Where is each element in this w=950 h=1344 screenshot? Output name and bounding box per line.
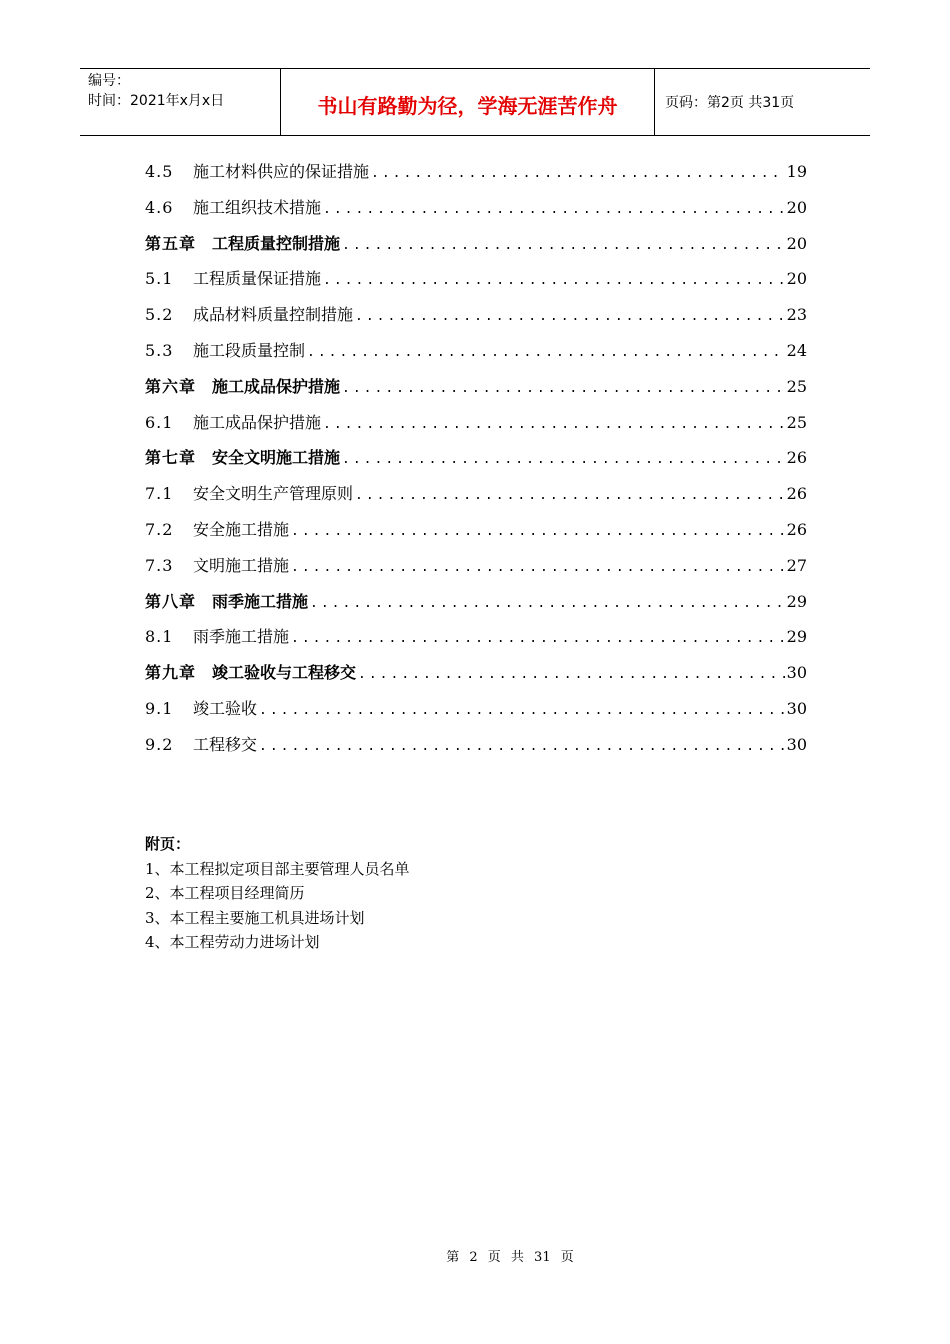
toc-section-entry[interactable] bbox=[145, 727, 807, 763]
toc-entry-page: 29 bbox=[786, 627, 807, 647]
toc-dot-leader bbox=[323, 263, 785, 297]
toc-entry-number: 第七章 bbox=[145, 448, 197, 468]
header-motto: 书山有路勤为径，学海无涯苦作舟 bbox=[281, 69, 655, 135]
toc-entry-page: 30 bbox=[786, 734, 807, 754]
toc-entry-title: 工程质量保证措施 bbox=[193, 269, 322, 289]
toc-chapter-entry[interactable] bbox=[145, 369, 807, 405]
toc-entry-title: 安全文明生产管理原则 bbox=[193, 484, 354, 504]
toc-dot-leader bbox=[291, 514, 785, 548]
toc-chapter-entry[interactable] bbox=[145, 226, 807, 262]
toc-section-entry[interactable] bbox=[145, 691, 807, 727]
toc-section-entry[interactable] bbox=[145, 333, 807, 369]
toc-entry-page: 29 bbox=[786, 591, 807, 611]
toc-entry-number: 9.1 bbox=[145, 698, 174, 718]
page-footer: 第 2 页 共 31 页 bbox=[446, 1250, 574, 1265]
toc-entry-number: 6.1 bbox=[145, 412, 174, 432]
toc-dot-leader bbox=[291, 621, 785, 655]
appendix-item: 3、本工程主要施工机具进场计划 bbox=[145, 908, 365, 927]
toc-chapter-entry[interactable] bbox=[145, 584, 807, 620]
toc-section-entry[interactable] bbox=[145, 619, 807, 655]
header-page-info: 页码：第2页 共31页 bbox=[665, 95, 795, 111]
toc-section-entry[interactable] bbox=[145, 512, 807, 548]
toc-section-entry[interactable] bbox=[145, 548, 807, 584]
toc-entry-number: 第六章 bbox=[145, 376, 197, 396]
toc-entry-page: 19 bbox=[786, 162, 807, 181]
toc-section-entry[interactable] bbox=[145, 261, 807, 297]
toc-section-entry[interactable] bbox=[145, 190, 807, 226]
toc-section-entry[interactable] bbox=[145, 297, 807, 333]
toc-chapter-entry[interactable] bbox=[145, 655, 807, 691]
toc-entry-number: 8.1 bbox=[145, 627, 174, 647]
toc-entry-number: 5.1 bbox=[145, 269, 174, 289]
appendix-item: 2、本工程项目经理简历 bbox=[145, 884, 305, 902]
toc-entry-page: 30 bbox=[786, 663, 807, 683]
toc-entry-title: 雨季施工措施 bbox=[193, 627, 290, 647]
toc-entry-page: 24 bbox=[786, 340, 807, 360]
toc-dot-leader bbox=[342, 228, 785, 262]
toc-entry-title: 竣工验收与工程移交 bbox=[212, 663, 357, 683]
toc-entry-number: 7.2 bbox=[145, 519, 174, 539]
appendix-item: 1、本工程拟定项目部主要管理人员名单 bbox=[145, 859, 410, 878]
toc-entry-title: 成品材料质量控制措施 bbox=[193, 305, 354, 325]
toc-entry-number: 第五章 bbox=[145, 233, 197, 253]
toc-entry-number: 4.6 bbox=[145, 197, 174, 217]
toc-dot-leader bbox=[259, 693, 785, 727]
table-of-contents bbox=[145, 154, 807, 763]
toc-chapter-entry[interactable] bbox=[145, 440, 807, 476]
toc-dot-leader bbox=[307, 335, 785, 369]
toc-section-entry[interactable] bbox=[145, 405, 807, 441]
header-time-label: 时间：2021年x月x日 bbox=[88, 93, 225, 109]
header-number-label: 编号： bbox=[88, 73, 130, 89]
toc-entry-page: 20 bbox=[786, 197, 807, 217]
toc-dot-leader bbox=[371, 156, 785, 190]
toc-dot-leader bbox=[342, 371, 785, 405]
toc-dot-leader bbox=[358, 657, 785, 691]
toc-dot-leader bbox=[355, 299, 785, 333]
toc-entry-page: 26 bbox=[786, 484, 807, 504]
toc-dot-leader bbox=[310, 586, 785, 620]
toc-entry-title: 施工成品保护措施 bbox=[193, 412, 322, 432]
toc-entry-page: 23 bbox=[786, 305, 807, 325]
toc-entry-page: 20 bbox=[786, 233, 807, 253]
appendix-item: 4、本工程劳动力进场计划 bbox=[145, 933, 320, 951]
toc-entry-title: 安全施工措施 bbox=[193, 519, 290, 539]
toc-dot-leader bbox=[323, 407, 785, 441]
toc-entry-title: 竣工验收 bbox=[193, 698, 258, 718]
toc-entry-number: 7.1 bbox=[145, 484, 174, 504]
toc-section-entry[interactable] bbox=[145, 154, 807, 190]
toc-dot-leader bbox=[342, 442, 785, 476]
toc-entry-page: 25 bbox=[786, 376, 807, 396]
toc-entry-page: 27 bbox=[786, 555, 807, 575]
appendix-title: 附页： bbox=[145, 835, 191, 853]
toc-dot-leader bbox=[355, 478, 785, 512]
toc-dot-leader bbox=[259, 729, 785, 763]
toc-entry-page: 30 bbox=[786, 698, 807, 718]
toc-entry-title: 施工材料供应的保证措施 bbox=[193, 162, 370, 181]
toc-entry-page: 26 bbox=[786, 519, 807, 539]
toc-entry-title: 文明施工措施 bbox=[193, 555, 290, 575]
toc-entry-title: 雨季施工措施 bbox=[212, 591, 309, 611]
toc-dot-leader bbox=[323, 192, 785, 226]
toc-entry-title: 工程移交 bbox=[193, 734, 258, 754]
toc-entry-number: 4.5 bbox=[145, 162, 174, 181]
toc-entry-page: 20 bbox=[786, 269, 807, 289]
toc-entry-title: 安全文明施工措施 bbox=[212, 448, 341, 468]
toc-entry-title: 工程质量控制措施 bbox=[212, 233, 341, 253]
header-meta bbox=[80, 69, 281, 135]
toc-entry-number: 第八章 bbox=[145, 591, 197, 611]
toc-entry-title: 施工成品保护措施 bbox=[212, 376, 341, 396]
toc-entry-number: 第九章 bbox=[145, 663, 197, 683]
toc-entry-number: 9.2 bbox=[145, 734, 174, 754]
document-header bbox=[80, 68, 870, 136]
toc-dot-leader bbox=[291, 550, 785, 584]
toc-section-entry[interactable] bbox=[145, 476, 807, 512]
toc-entry-title: 施工段质量控制 bbox=[193, 340, 306, 360]
toc-entry-page: 26 bbox=[786, 448, 807, 468]
toc-entry-number: 5.2 bbox=[145, 305, 174, 325]
toc-entry-page: 25 bbox=[786, 412, 807, 432]
toc-entry-number: 5.3 bbox=[145, 340, 174, 360]
toc-entry-title: 施工组织技术措施 bbox=[193, 197, 322, 217]
appendix bbox=[145, 832, 410, 955]
toc-entry-number: 7.3 bbox=[145, 555, 174, 575]
